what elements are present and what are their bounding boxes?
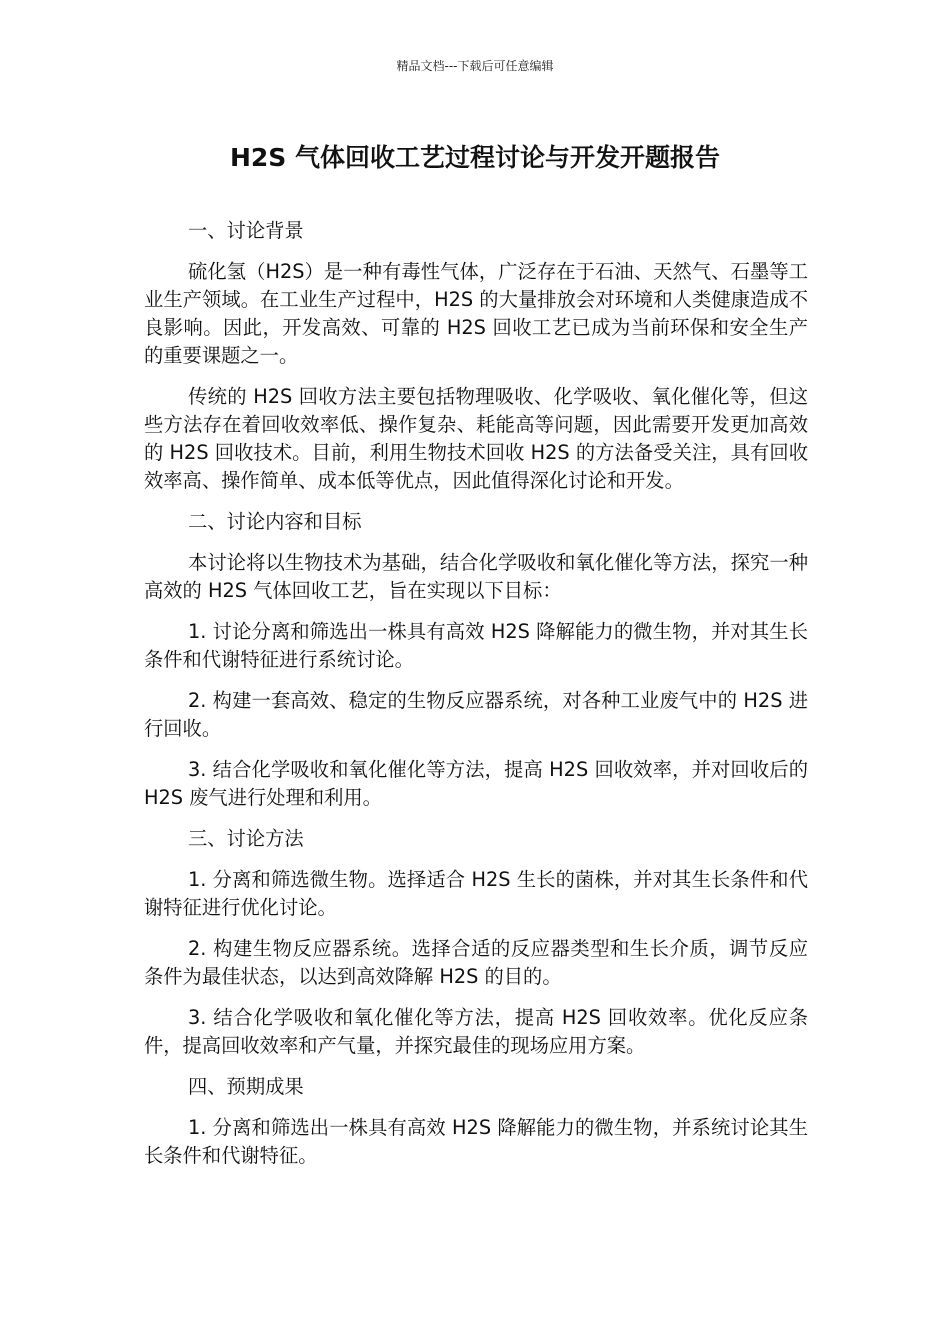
list-item-method-3: 3. 结合化学吸收和氧化催化等方法，提高 H2S 回收效率。优化反应条件，提高回收效率和产气量，并探究最佳的现场应用方案。	[144, 1006, 808, 1057]
section-heading-content-goals: 二、讨论内容和目标	[188, 510, 362, 533]
document-title: H2S 气体回收工艺过程讨论与开发开题报告	[229, 143, 721, 172]
document-body	[144, 217, 808, 1183]
section-heading-expected-results: 四、预期成果	[188, 1075, 304, 1098]
list-item-goal-3: 3. 结合化学吸收和氧化催化等方法，提高 H2S 回收效率，并对回收后的 H2S 废气进行处理和利用。	[144, 758, 808, 809]
list-item-method-1: 1. 分离和筛选微生物。选择适合 H2S 生长的菌株，并对其生长条件和代谢特征进行优化讨论。	[144, 868, 808, 919]
list-item-result-1: 1. 分离和筛选出一株具有高效 H2S 降解能力的微生物，并系统讨论其生长条件和代谢特征。	[144, 1116, 808, 1167]
list-item-method-2: 2. 构建生物反应器系统。选择合适的反应器类型和生长介质，调节反应条件为最佳状态，以达到高效降解 H2S 的目的。	[144, 937, 808, 988]
paragraph-content-intro: 本讨论将以生物技术为基础，结合化学吸收和氧化催化等方法，探究一种高效的 H2S 气体回收工艺，旨在实现以下目标：	[144, 551, 808, 602]
section-heading-methods: 三、讨论方法	[188, 827, 304, 850]
paragraph-background-1: 硫化氢（H2S）是一种有毒性气体，广泛存在于石油、天然气、石墨等工业生产领域。在工业生产过程中，H2S 的大量排放会对环境和人类健康造成不良影响。因此，开发高效、可靠的 H2S 回收工艺已成为当前环保和安全生产的重要课题之一。	[144, 260, 808, 367]
list-item-goal-2: 2. 构建一套高效、稳定的生物反应器系统，对各种工业废气中的 H2S 进行回收。	[144, 689, 808, 740]
section-heading-background: 一、讨论背景	[188, 219, 304, 242]
paragraph-background-2: 传统的 H2S 回收方法主要包括物理吸收、化学吸收、氧化催化等，但这些方法存在着回收效率低、操作复杂、耗能高等问题，因此需要开发更加高效的 H2S 回收技术。目前，利用生物技术回收 H2S 的方法备受关注，具有回收效率高、操作简单、成本低等优点，因此值得深化讨论和开发。	[144, 385, 808, 492]
page-header-watermark: 精品文档---下载后可任意编辑	[396, 59, 554, 73]
list-item-goal-1: 1. 讨论分离和筛选出一株具有高效 H2S 降解能力的微生物，并对其生长条件和代谢特征进行系统讨论。	[144, 620, 808, 671]
